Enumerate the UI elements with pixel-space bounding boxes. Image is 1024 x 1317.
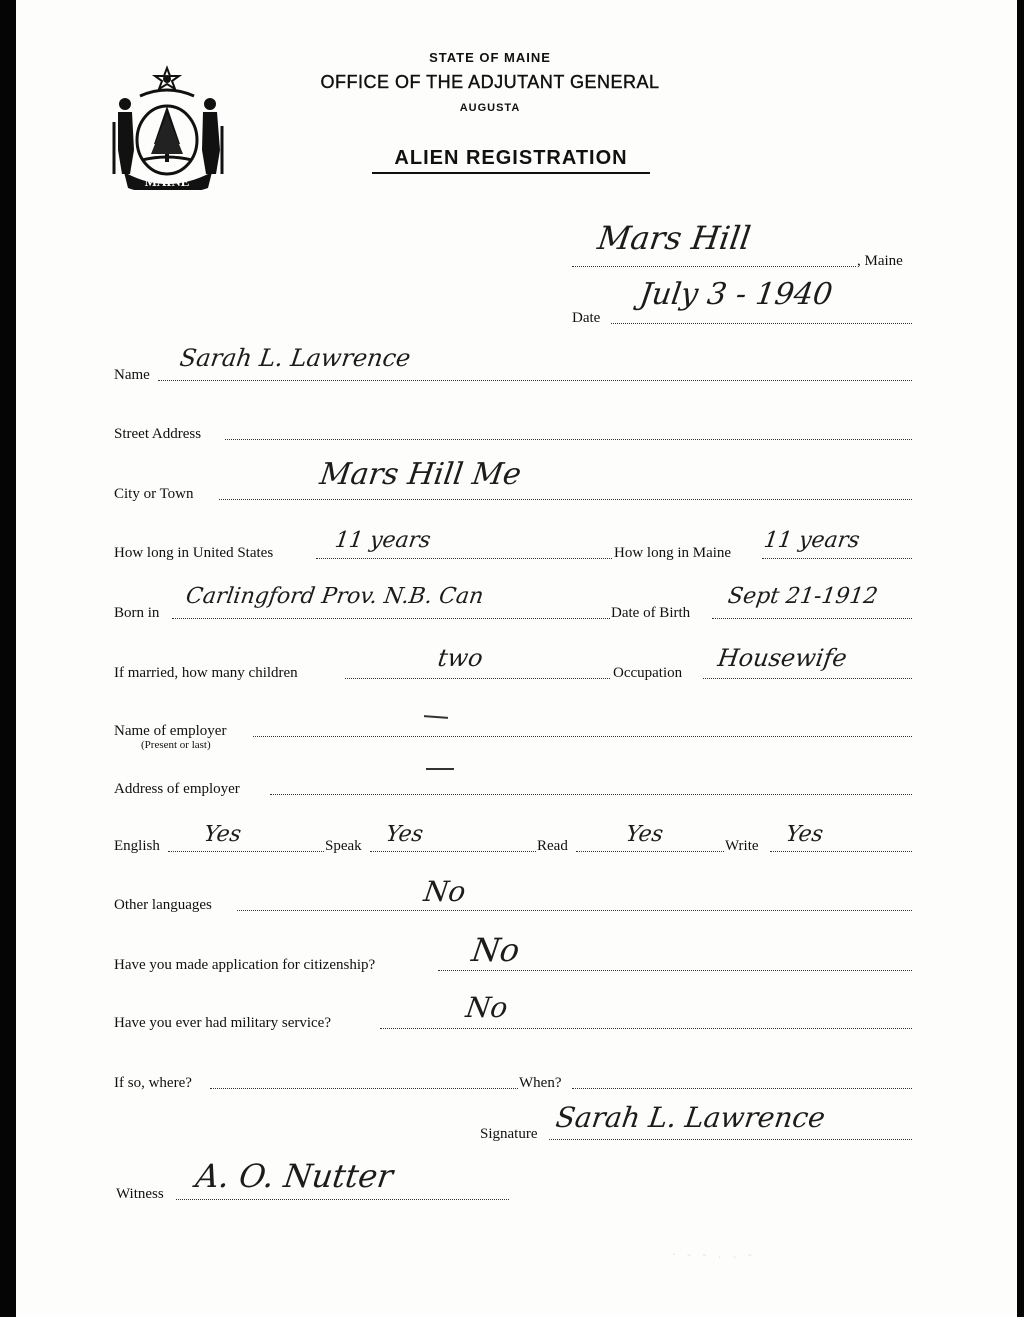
name-label: Name xyxy=(114,367,150,383)
speak-label: Speak xyxy=(325,838,362,854)
how-long-maine-line xyxy=(762,558,912,559)
other-languages-entry: No xyxy=(421,875,468,908)
date-label: Date xyxy=(572,310,601,326)
read-entry: Yes xyxy=(624,822,665,847)
english-entry: Yes xyxy=(202,822,243,847)
witness-line xyxy=(176,1199,509,1200)
maine-label: , Maine xyxy=(857,253,903,269)
speak-entry: Yes xyxy=(384,822,425,847)
city-label: City or Town xyxy=(114,486,194,502)
military-label: Have you ever had military service? xyxy=(114,1015,331,1031)
children-line xyxy=(345,678,610,679)
if-so-where-label: If so, where? xyxy=(114,1075,192,1091)
employer-name-label: Name of employer xyxy=(114,723,227,739)
signature-label: Signature xyxy=(480,1126,538,1142)
employer-address-line xyxy=(270,794,912,795)
citizenship-line xyxy=(438,970,912,971)
seal-label: MAINE xyxy=(144,174,190,189)
occupation-entry: Housewife xyxy=(716,644,849,672)
header-office: OFFICE OF THE ADJUTANT GENERAL xyxy=(320,72,660,92)
witness-entry: A. O. Nutter xyxy=(193,1157,396,1195)
english-line xyxy=(168,851,324,852)
employer-address-label: Address of employer xyxy=(114,781,240,797)
city-entry: Mars Hill Me xyxy=(317,457,524,492)
how-long-maine-entry: 11 years xyxy=(762,528,862,553)
military-line xyxy=(380,1028,912,1029)
signature-line xyxy=(549,1139,912,1140)
witness-label: Witness xyxy=(116,1186,164,1202)
form-title: ALIEN REGISTRATION xyxy=(394,147,628,169)
signature-entry: Sarah L. Lawrence xyxy=(553,1101,828,1134)
date-of-birth-label: Date of Birth xyxy=(611,605,691,621)
other-languages-label: Other languages xyxy=(114,897,212,913)
write-label: Write xyxy=(725,838,759,854)
occupation-label: Occupation xyxy=(613,665,683,681)
how-long-us-line xyxy=(316,558,612,559)
title-underline xyxy=(372,172,650,174)
employer-address-dash xyxy=(426,768,454,770)
name-entry: Sarah L. Lawrence xyxy=(178,344,413,372)
english-label: English xyxy=(114,838,160,854)
born-in-line xyxy=(172,618,610,619)
children-label: If married, how many children xyxy=(114,665,298,681)
when-line xyxy=(572,1088,912,1089)
employer-name-line xyxy=(253,736,912,737)
how-long-maine-label: How long in Maine xyxy=(614,545,732,561)
date-of-birth-entry: Sept 21-1912 xyxy=(726,584,880,609)
children-entry: two xyxy=(436,644,485,672)
scan-border-right xyxy=(1017,0,1024,1317)
header-state: STATE OF MAINE xyxy=(429,50,551,65)
read-label: Read xyxy=(537,838,568,854)
state-seal-icon xyxy=(110,62,226,190)
other-languages-line xyxy=(237,910,912,911)
if-so-where-line xyxy=(210,1088,518,1089)
name-line xyxy=(158,380,912,381)
write-line xyxy=(770,851,912,852)
date-line xyxy=(611,323,912,324)
speak-line xyxy=(370,851,536,852)
header-city: AUGUSTA xyxy=(459,102,521,114)
born-in-entry: Carlingford Prov. N.B. Can xyxy=(184,584,486,609)
occupation-line xyxy=(703,678,912,679)
date-of-birth-line xyxy=(712,618,912,619)
how-long-us-entry: 11 years xyxy=(333,528,433,553)
form-sheet xyxy=(16,0,1017,1317)
street-address-label: Street Address xyxy=(114,426,202,442)
scan-border-left xyxy=(0,0,16,1317)
how-long-us-label: How long in United States xyxy=(114,545,274,561)
street-address-line xyxy=(225,439,912,440)
employer-name-note: (Present or last) xyxy=(141,739,211,751)
scan-smudge: · - - . . - xyxy=(672,1248,756,1261)
town-entry: Mars Hill xyxy=(595,219,754,257)
citizenship-entry: No xyxy=(469,931,522,969)
town-line xyxy=(572,266,856,267)
citizenship-label: Have you made application for citizenship? xyxy=(114,957,376,973)
when-label: When? xyxy=(519,1075,562,1091)
read-line xyxy=(576,851,724,852)
city-line xyxy=(219,499,912,500)
date-entry: July 3 - 1940 xyxy=(637,277,835,312)
write-entry: Yes xyxy=(784,822,825,847)
born-in-label: Born in xyxy=(114,605,160,621)
military-entry: No xyxy=(463,991,510,1024)
